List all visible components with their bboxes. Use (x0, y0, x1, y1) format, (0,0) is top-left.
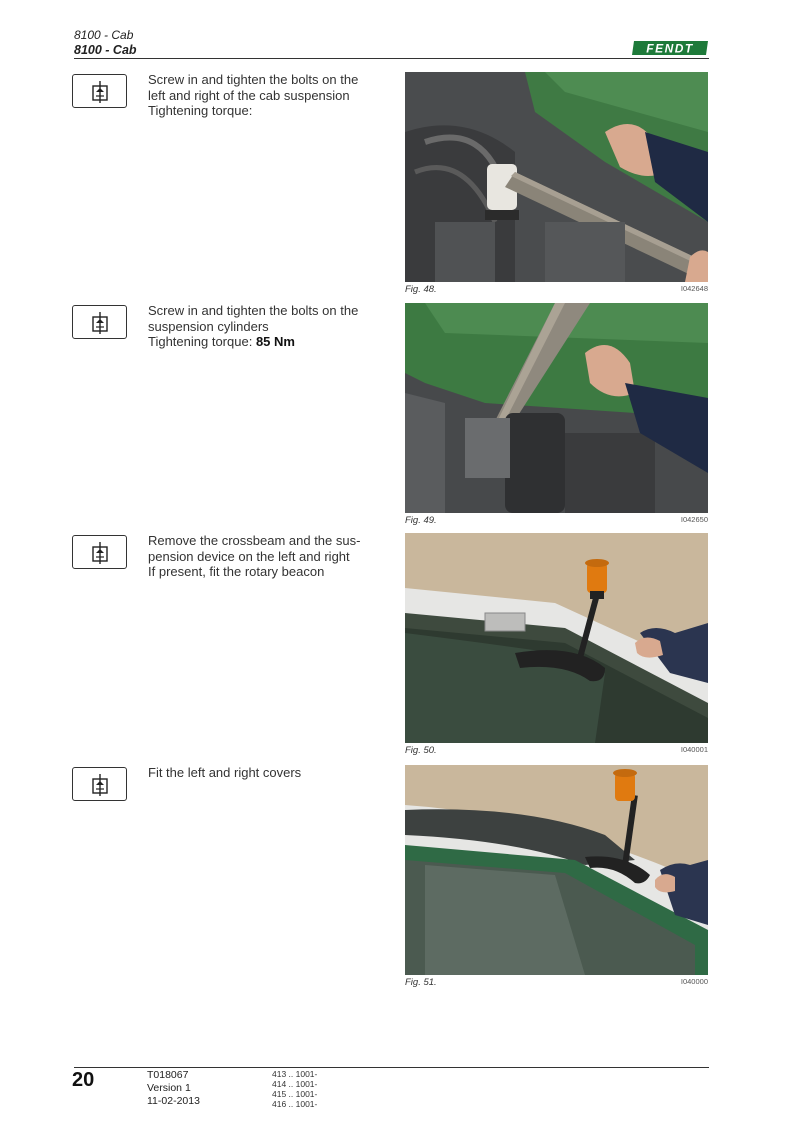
step-1-text (148, 72, 398, 119)
figure-code: I040001 (680, 745, 708, 754)
photo-covers-fitted (405, 765, 708, 975)
model-list (272, 1069, 317, 1109)
document-date: 11-02-2013 (147, 1095, 200, 1107)
document-id: T018067 (147, 1069, 189, 1081)
figure-code: I042648 (680, 284, 708, 293)
step-4-text (148, 765, 398, 781)
step-3-line-2: pension device on the left and right (148, 548, 350, 564)
figure-51 (405, 765, 708, 989)
figure-label: Fig. 51. (405, 977, 437, 988)
step-1-line-2: left and right of the cab suspension (148, 87, 350, 103)
fendt-logo (630, 40, 710, 56)
figure-48 (405, 72, 708, 296)
torque-label: Tightening torque: (148, 334, 256, 349)
cab-mount-tighten-icon (72, 535, 127, 569)
step-3-line-3: If present, fit the rotary beacon (148, 564, 325, 579)
figure-label: Fig. 50. (405, 745, 437, 756)
photo-suspension-cylinders (405, 303, 708, 513)
step-2-text (148, 303, 398, 350)
header-title: 8100 - Cab (74, 43, 137, 57)
cab-mount-tighten-icon (72, 767, 127, 801)
step-1-line-3: Tightening torque: (148, 103, 253, 118)
torque-value: 85 Nm (255, 334, 295, 349)
model-entry: 416 .. 1001- (272, 1099, 318, 1109)
brand-text: FENDT (646, 41, 694, 56)
figure-50 (405, 533, 708, 757)
step-4-line-1: Fit the left and right covers (148, 765, 302, 780)
step-2-line-3 (148, 334, 398, 350)
figure-label: Fig. 48. (405, 284, 437, 295)
footer-divider (74, 1067, 709, 1068)
photo-crossbeam-rotary-beacon (405, 533, 708, 743)
header-subtitle: 8100 - Cab (74, 28, 134, 42)
figure-49 (405, 303, 708, 527)
document-version: Version 1 (147, 1082, 191, 1094)
model-entry: 415 .. 1001- (272, 1089, 318, 1099)
cab-mount-tighten-icon (72, 305, 127, 339)
model-entry: 414 .. 1001- (272, 1079, 318, 1089)
page-number: 20 (72, 1069, 95, 1091)
step-3-line-1: Remove the crossbeam and the sus- (148, 533, 361, 548)
step-3-text (148, 533, 398, 580)
cab-mount-tighten-icon (72, 74, 127, 108)
photo-cab-suspension-bolts (405, 72, 708, 282)
header-divider (74, 58, 709, 59)
figure-code: I040000 (680, 977, 708, 986)
figure-label: Fig. 49. (405, 515, 437, 526)
figure-code: I042650 (680, 515, 708, 524)
step-1-line-1: Screw in and tighten the bolts on the (148, 72, 359, 87)
model-entry: 413 .. 1001- (272, 1069, 318, 1079)
step-2-line-2: suspension cylinders (148, 318, 269, 334)
step-2-line-1: Screw in and tighten the bolts on the (148, 303, 359, 318)
document-info (147, 1069, 200, 1108)
